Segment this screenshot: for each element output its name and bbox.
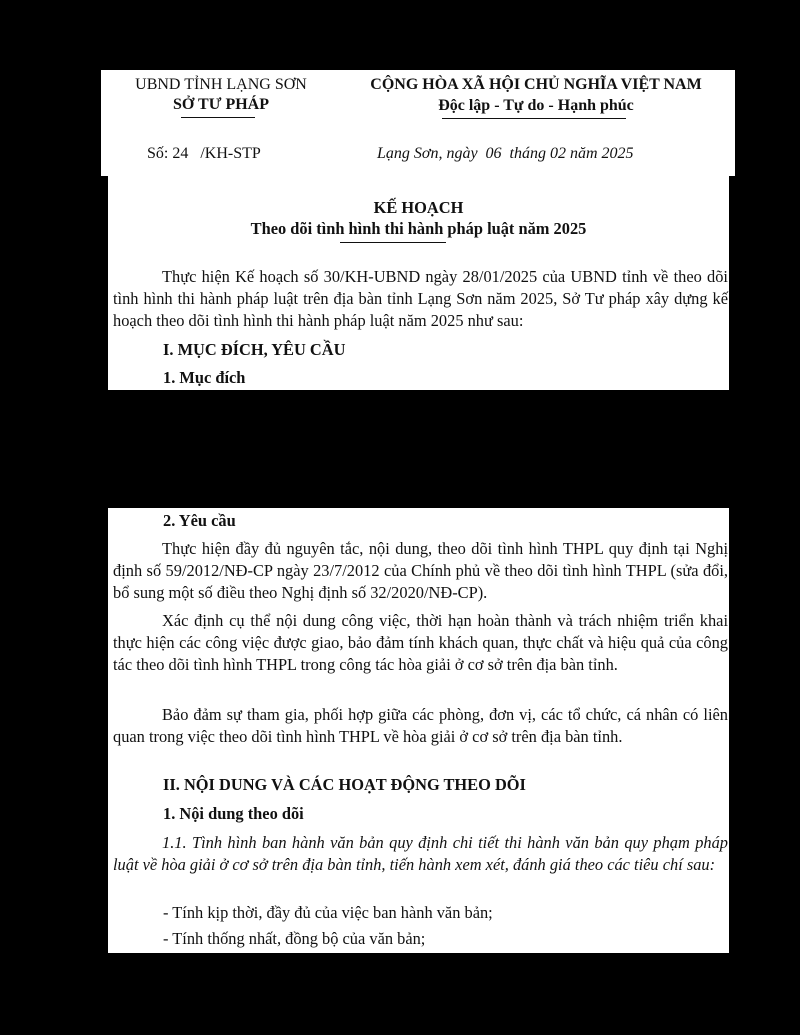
section-1-2-heading: 2. Yêu cầu	[163, 511, 236, 530]
agency-name: SỞ TƯ PHÁP	[172, 96, 269, 113]
section-1-heading: I. MỤC ĐÍCH, YÊU CẦU	[163, 340, 346, 359]
requirement-paragraph-3: Bảo đảm sự tham gia, phối hợp giữa các phòng, đơn vị, các tổ chức, cá nhân có liên quan trong việc theo dõi tình hình THPL về hòa giải ở cơ sở trên địa bàn tỉnh.	[113, 705, 728, 746]
section-2-heading: II. NỘI DUNG VÀ CÁC HOẠT ĐỘNG THEO DÕI	[163, 775, 526, 794]
document-number: Số: 24 /KH-STP	[147, 145, 261, 162]
subtitle-underline	[340, 242, 446, 243]
date-day: 06	[485, 145, 502, 162]
agency-parent: UBND TỈNH LẠNG SƠN	[135, 76, 307, 93]
place-and-date: Lạng Sơn, ngày 06 tháng 02 năm 2025	[377, 145, 634, 162]
document-body-top	[108, 176, 729, 390]
document-subtitle: Theo dõi tình hình thi hành pháp luật năm 2025	[250, 219, 587, 238]
section-2-1-heading: 1. Nội dung theo dõi	[163, 804, 304, 823]
nation-name: CỘNG HÒA XÃ HỘI CHỦ NGHĨA VIỆT NAM	[370, 76, 702, 93]
document-body-bottom	[108, 508, 729, 953]
motto-underline	[442, 118, 626, 119]
national-motto: Độc lập - Tự do - Hạnh phúc	[438, 97, 634, 114]
document-title: KẾ HOẠCH	[373, 198, 464, 217]
requirement-paragraph-1: Thực hiện đầy đủ nguyên tắc, nội dung, theo dõi tình hình THPL quy định tại Nghị định số 59/2012/NĐ-CP ngày 23/7/2012 của Chính phủ về theo dõi tình hình THPL (sửa đổi, bổ sung một số điều theo Nghị định số 32/2020/NĐ-CP).	[113, 539, 728, 602]
bullet-item-1: - Tính kịp thời, đầy đủ của việc ban hành văn bản;	[163, 903, 493, 922]
intro-paragraph: Thực hiện Kế hoạch số 30/KH-UBND ngày 28/01/2025 của UBND tỉnh về theo dõi tình hình thi hành pháp luật trên địa bàn tỉnh Lạng Sơn năm 2025, Sở Tư pháp xây dựng kế hoạch theo dõi tình hình thi hành pháp luật năm 2025 như sau:	[113, 267, 728, 330]
document-number-value: 24	[172, 145, 189, 162]
section-1-1-heading: 1. Mục đích	[163, 368, 246, 387]
document-header	[101, 70, 735, 176]
bullet-item-2: - Tính thống nhất, đồng bộ của văn bản;	[163, 929, 426, 948]
requirement-paragraph-2: Xác định cụ thể nội dung công việc, thời hạn hoàn thành và trách nhiệm triển khai thực hiện các công việc được giao, bảo đảm tính khách quan, thực chất và hiệu quả của công tác theo dõi tình hình THPL trong công tác hòa giải ở cơ sở trên địa bàn tỉnh.	[113, 611, 728, 674]
agency-underline	[181, 117, 255, 118]
item-1-1-paragraph: 1.1. Tình hình ban hành văn bản quy định chi tiết thi hành văn bản quy phạm pháp luật về hòa giải ở cơ sở trên địa bàn tỉnh, tiến hành xem xét, đánh giá theo các tiêu chí sau:	[113, 833, 728, 874]
